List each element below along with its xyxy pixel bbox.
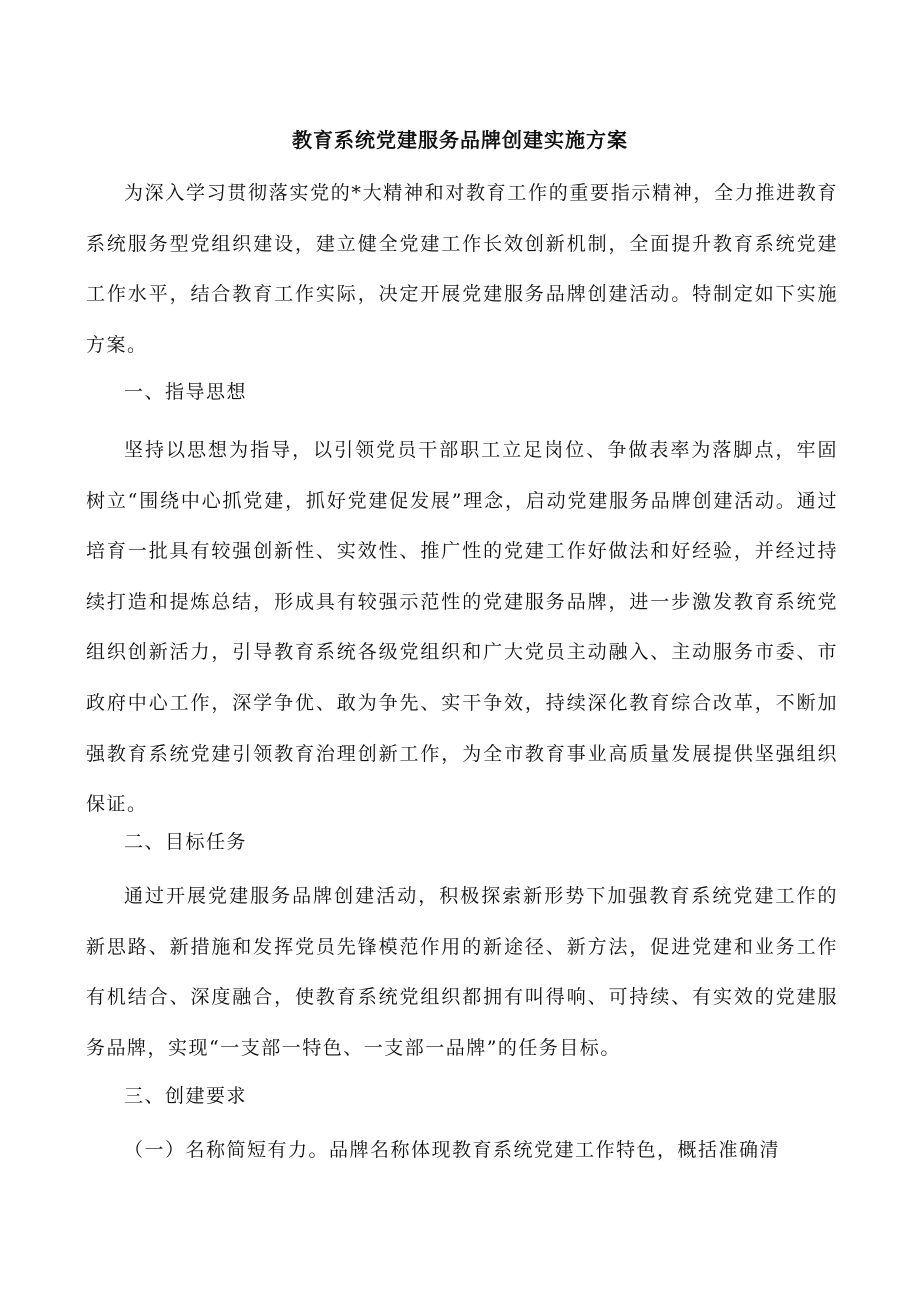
document-title: 教育系统党建服务品牌创建实施方案	[292, 128, 628, 152]
section-heading-requirements: 三、创建要求	[124, 1085, 248, 1107]
section-body-guiding-ideology: 坚持以思想为指导，以引领党员干部职工立足岗位、争做表率为落脚点，牢固树立“围绕中心抓党建，抓好党建促发展”理念，启动党建服务品牌创建活动。通过培育一批具有较强创新性、实效性、推广性的党建工作好做法和好经验，并经过持续打造和提炼总结，形成具有较强示范性的党建服务品牌，进一步激发教育系统党组织创新活力，引导教育系统各级党组织和广大党员主动融入、主动服务市委、市政府中心工作，深学争优、敢为争先、实干争效，持续深化教育综合改革，不断加强教育系统党建引领教育治理创新工作，为全市教育事业高质量发展提供坚强组织保证。	[86, 439, 838, 816]
intro-paragraph: 为深入学习贯彻落实党的*大精神和对教育工作的重要指示精神，全力推进教育系统服务型党组织建设，建立健全党建工作长效创新机制，全面提升教育系统党建工作水平，结合教育工作实际，决定开展党建服务品牌创建活动。特制定如下实施方案。	[86, 182, 838, 356]
section-heading-guiding-ideology: 一、指导思想	[124, 381, 248, 403]
section-heading-goals-tasks: 二、目标任务	[124, 831, 248, 853]
section-body-goals-tasks: 通过开展党建服务品牌创建活动，积极探索新形势下加强教育系统党建工作的新思路、新措施和发挥党员先锋模范作用的新途径、新方法，促进党建和业务工作有机结合、深度融合，使教育系统党组织都拥有叫得响、可持续、有实效的党建服务品牌，实现“一支部一特色、一支部一品牌”的任务目标。	[86, 885, 838, 1059]
requirement-item-1: （一）名称简短有力。品牌名称体现教育系统党建工作特色，概括准确清	[124, 1139, 781, 1161]
